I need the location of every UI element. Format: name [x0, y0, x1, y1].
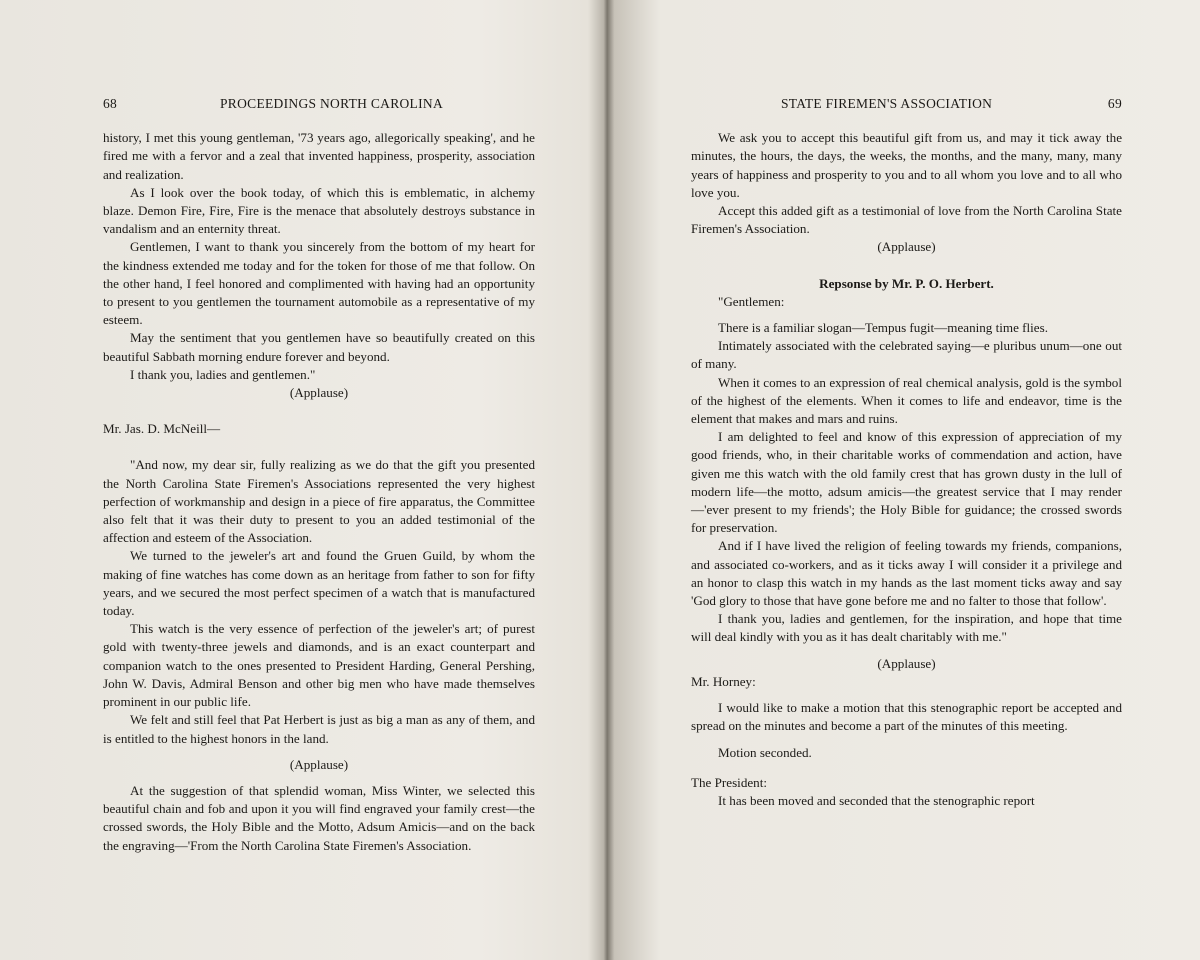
paragraph: We turned to the jeweler's art and found the Gruen Guild, by whom the making of fine watches has come down as an heritage from father to son for fifty years, and we secured the most perfect specimen of a watch that is manufactured today.	[103, 548, 535, 619]
speaker-label: The President:	[691, 774, 767, 790]
paragraph: Gentlemen, I want to thank you sincerely from the bottom of my heart for the kindness extended me today and for the token for those of me that follow. On the other hand, I feel honored and complimented with having had an opportunity to present to you gentlemen the tournament automobile as a representative of my esteem.	[103, 239, 535, 328]
applause-note: (Applause)	[877, 239, 936, 255]
paragraph: As I look over the book today, of which this is emblematic, in alchemy blaze. Demon Fire, Fire, Fire is the menace that absolutely destroys substance in vandalism and an enternity threat.	[103, 184, 535, 237]
paragraph: Intimately associated with the celebrated saying—e pluribus unum—one out of many.	[691, 338, 1122, 372]
paragraph: And if I have lived the religion of feeling towards my friends, companions, and associated co-workers, and as it ticks away I will consider it a privilege and an honor to clasp this watch in my hands as the last moment ticks away and say 'God glory to those that have gone before me and no falter to those that follow'.	[691, 538, 1122, 609]
paragraph: I thank you, ladies and gentlemen, for the inspiration, and hope that time will deal kindly with you as it has dealt charitably with me."	[691, 611, 1122, 645]
paragraph: When it comes to an expression of real chemical analysis, gold is the symbol of the highest of the elements. When it comes to life and endeavor, time is the element that makes and mars and ruins.	[691, 374, 1122, 427]
paragraph: It has been moved and seconded that the stenographic report	[718, 792, 1035, 808]
speaker-label: Mr. Horney:	[691, 673, 756, 689]
applause-note: (Applause)	[289, 756, 349, 772]
paragraph: I am delighted to feel and know of this expression of appreciation of my good friends, who, in their charitable works of commendation and action, have given me this watch with the old family crest that has grown dusty in the lull of modern life—the motto, adsum amicis—the greatest service that I may render—'ever present to my friends'; the Holy Bible for guidance; the crossed swords for preservation.	[691, 429, 1122, 536]
paragraph: "And now, my dear sir, fully realizing as we do that the gift you presented the North Carolina State Firemen's Associations represented the very highest perfection of workmanship and design in a piece of fire apparatus, the Committee also felt that it was their duty to present to you an added testimonial of the affection and esteem of the Association.	[103, 457, 535, 546]
paragraph: There is a familiar slogan—Tempus fugit—meaning time flies.	[718, 320, 1048, 336]
paragraph: We felt and still feel that Pat Herbert is just as big a man as any of them, and is entitled to the highest honors in the land.	[103, 712, 535, 746]
page-number-68: 68	[103, 96, 118, 111]
running-head-right	[691, 95, 1122, 113]
paragraph: I thank you, ladies and gentlemen."	[130, 366, 316, 382]
paragraph: "Gentlemen:	[718, 293, 785, 309]
running-head-title-right: STATE FIREMEN'S ASSOCIATION	[781, 96, 993, 111]
running-head-title-left: PROCEEDINGS NORTH CAROLINA	[220, 96, 443, 111]
paragraph: At the suggestion of that splendid woman, Miss Winter, we selected this beautiful chain and fob and upon it you will find engraved your family crest—the crossed swords, the Holy Bible and the Motto, Adsum Amicis—and on the back the engraving—'From the North Carolina State Firemen's Association.	[103, 782, 535, 853]
applause-note: (Applause)	[289, 385, 349, 401]
left-page	[103, 95, 535, 855]
applause-note: (Applause)	[877, 655, 936, 671]
paragraph: Accept this added gift as a testimonial of love from the North Carolina State Firemen's Association.	[691, 203, 1122, 237]
paragraph: May the sentiment that you gentlemen have so beautifully created on this beautiful Sabbath morning endure forever and beyond.	[103, 330, 535, 364]
paragraph: We ask you to accept this beautiful gift from us, and may it tick away the minutes, the hours, the days, the weeks, the months, and the many, many, many years of happiness and prosperity to you and to all whom you love and to all who love you.	[691, 130, 1122, 200]
paragraph: I would like to make a motion that this stenographic report be accepted and spread on the minutes and become a part of the minutes of this meeting.	[691, 700, 1122, 734]
running-head-left	[103, 95, 535, 113]
paragraph: history, I met this young gentleman, '73 years ago, allegorically speaking', and he fired me with a fervor and a zeal that invented happiness, prosperity, association and realization.	[103, 130, 535, 182]
section-heading: Repsonse by Mr. P. O. Herbert.	[819, 275, 994, 291]
page-number-69: 69	[1107, 96, 1122, 111]
paragraph: Motion seconded.	[718, 744, 812, 760]
speaker-label: Mr. Jas. D. McNeill—	[103, 421, 221, 437]
paragraph: This watch is the very essence of perfection of the jeweler's art; of purest gold with twenty-three jewels and diamonds, and is an exact counterpart and companion watch to the ones presented to President Harding, General Pershing, John W. Davis, Admiral Benson and other big men who have made themselves prominent in our public life.	[103, 621, 535, 710]
right-page	[691, 95, 1122, 810]
